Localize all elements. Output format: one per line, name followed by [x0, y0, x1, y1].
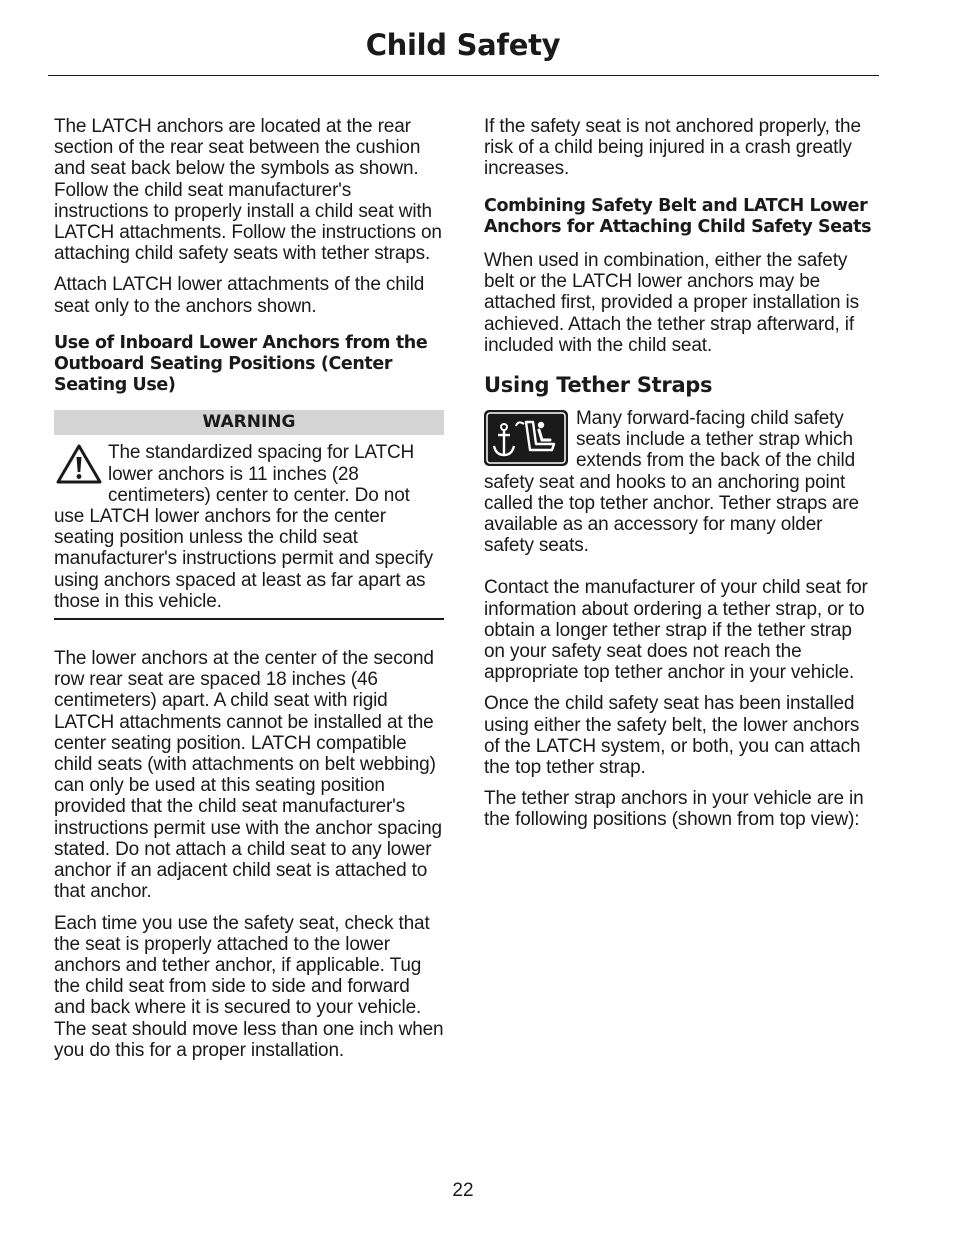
attach-top-tether-paragraph: Once the child safety seat has been installed using either the safety belt, the lower anchors of the LATCH system, or both, you can attach the top tether strap.: [484, 693, 861, 779]
tether-straps-heading: Using Tether Straps: [484, 373, 713, 398]
warning-triangle-icon: [54, 442, 104, 486]
right-column: [484, 116, 874, 841]
combination-paragraph: When used in combination, either the safety belt or the LATCH lower anchors may be attached first, provided a proper installation is achieved. Attach the tether strap afterward, if included with the child seat.: [484, 250, 859, 356]
latch-location-paragraph: The LATCH anchors are located at the rear section of the rear seat between the cushion and seat back below the symbols as shown. Follow the child seat manufacturer's instructions to properly install a child seat with LATCH attachments. Follow the instructions on attaching child safety seats with tether straps.: [54, 116, 442, 265]
installation-check-paragraph: Each time you use the safety seat, check that the seat is properly attached to the lower anchors and tether anchor, if applicable. Tug the child seat from side to side and forward and back where it is secured to your vehicle. The seat should move less than one inch when you do this for a proper installation.: [54, 912, 444, 1061]
warning-label: WARNING: [54, 410, 444, 435]
left-column: [54, 116, 444, 1071]
center-anchors-paragraph: The lower anchors at the center of the second row rear seat are spaced 18 inches (46 centimeters) apart. A child seat with rigid LATCH attachments cannot be installed at the center seating position. LATCH compatible child seats (with attachments on belt webbing) can only be used at this seating position provided that the child seat manufacturer's instructions permit use with the anchor spacing stated. Do not attach a child seat to any lower anchor if an adjacent child seat is attached to that anchor.: [54, 648, 442, 903]
page-title: Child Safety: [365, 28, 561, 62]
warning-box: [54, 435, 444, 620]
combining-belt-latch-subheading: Combining Safety Belt and LATCH Lower Anchors for Attaching Child Safety Seats: [484, 195, 872, 237]
warning-text: The standardized spacing for LATCH lower anchors is 11 inches (28 centimeters) center to center. Do not use LATCH lower anchors for the center seating position unless the child seat manufacturer's instructions permit and specify using anchors spaced at least as far apart as those in this vehicle.: [54, 442, 434, 612]
child-seat-tether-anchor-icon: [484, 410, 568, 466]
page-number: 22: [452, 1180, 474, 1201]
title-divider: [48, 75, 879, 76]
anchoring-risk-paragraph: If the safety seat is not anchored properly, the risk of a child being injured in a crash greatly increases.: [484, 116, 861, 180]
anchor-positions-paragraph: The tether strap anchors in your vehicle are in the following positions (shown from top view):: [484, 788, 864, 831]
latch-attach-paragraph: Attach LATCH lower attachments of the child seat only to the anchors shown.: [54, 274, 425, 317]
tether-strap-intro-paragraph: Many forward-facing child safety seats include a tether strap which extends from the back of the child safety seat and hooks to an anchoring point called the top tether anchor. Tether straps are available as an accessory for many older safety seats.: [484, 408, 859, 557]
longer-strap-paragraph: Contact the manufacturer of your child seat for information about ordering a tether strap, or to obtain a longer tether strap if the tether strap on your safety seat does not reach the appropriate top tether anchor in your vehicle.: [484, 577, 868, 684]
inboard-anchors-subheading: Use of Inboard Lower Anchors from the Outboard Seating Positions (Center Seating Use): [54, 332, 428, 396]
